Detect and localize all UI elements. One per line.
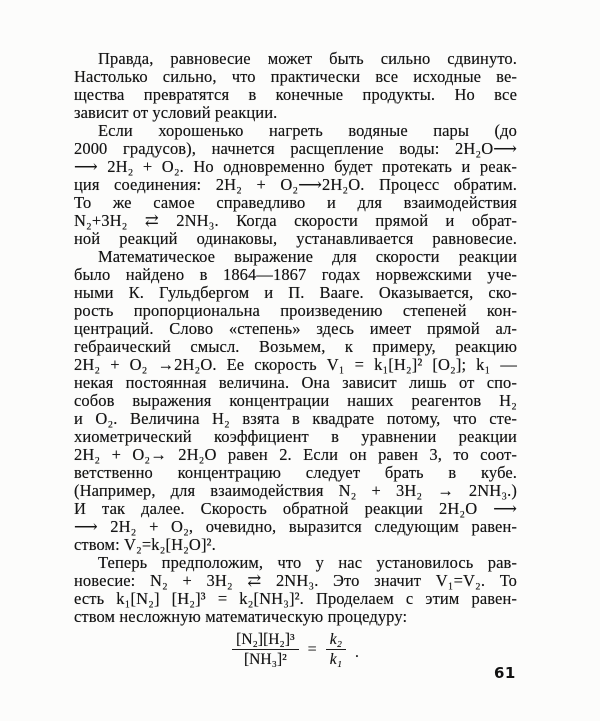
lhs-fraction: [232, 631, 299, 668]
text-line: гебраический смысл. Возьмем, к примеру, реакцию: [74, 337, 517, 356]
text-line: Если хорошенько нагреть водяные пары (до: [98, 121, 517, 140]
text-line: есть k₁[N₂] [H₂]³ = k₂[NH₃]². Проделаем с этим равен-: [74, 589, 517, 608]
page-number: 61: [494, 664, 516, 682]
lhs-denominator: [NH₃]²: [244, 651, 287, 668]
text-line: N₂+3H₂ ⇄ 2NH₃. Когда скорости прямой и обрат-: [74, 211, 517, 230]
text-line: 2000 градусов), начнется расщепление воды: 2H₂O⟶: [74, 139, 517, 158]
text-line: ством: V₂=k₂[H₂O]².: [74, 535, 216, 554]
lhs-numerator: [N₂][H₂]³: [232, 631, 299, 650]
text-line: ветственно концентрацию следует брать в кубе.: [74, 463, 517, 482]
rhs-numerator: k₂: [326, 631, 346, 650]
text-line: ными К. Гульдбергом и П. Вааге. Оказывается, ско-: [74, 283, 517, 302]
text-line: Математическое выражение для скорости реакции: [98, 247, 517, 266]
text-line: ция соединения: 2H₂ + O₂⟶2H₂O. Процесс обратим.: [74, 175, 517, 194]
equals-sign: =: [307, 641, 317, 658]
text-line: То же самое справедливо и для взаимодействия: [74, 193, 517, 212]
text-line: Правда, равновесие может быть сильно сдвинуто.: [98, 49, 517, 68]
text-line: некая постоянная величина. Она зависит лишь от спо-: [74, 373, 517, 392]
text-line: собов выражения концентрации наших реагентов H₂: [74, 391, 517, 410]
text-line: Настолько сильно, что практически все исходные ве-: [74, 67, 517, 86]
text-line: (Например, для взаимодействия N₂ + 3H₂ → 2NH₃.): [74, 481, 517, 500]
text-line: И так далее. Скорость обратной реакции 2H₂O ⟶: [74, 499, 517, 518]
text-line: ной реакций одинаковы, устанавливается равновесие.: [74, 229, 517, 248]
text-line: ством несложную математическую процедуру:: [74, 607, 408, 626]
text-line: 2H₂ + O₂→ 2H₂O равен 2. Если он равен 3, то соот-: [74, 445, 517, 464]
text-line: зависит от условий реакции.: [74, 103, 278, 122]
text-line: ⟶ 2H₂ + O₂. Но одновременно будет протекать и реак-: [74, 157, 517, 176]
text-line: было найдено в 1864—1867 годах норвежскими уче-: [74, 265, 517, 284]
text-line: хиометрический коэффициент в уравнении реакции: [74, 427, 517, 446]
equation-block: [74, 631, 517, 668]
rhs-fraction: [326, 631, 346, 668]
formula-period: .: [354, 644, 359, 661]
text-line: центраций. Слово «степень» здесь имеет прямой ал-: [74, 319, 517, 338]
text-line: новесие: N₂ + 3H₂ ⇄ 2NH₃. Это значит V₁=V₂. То: [74, 571, 517, 590]
text-line: рость пропорциональна произведению степеней кон-: [74, 301, 517, 320]
rhs-denominator: k₁: [329, 651, 342, 668]
text-block: [74, 50, 517, 626]
text-line: 2H₂ + O₂ →2H₂O. Ее скорость V₁ = k₁[H₂]² [O₂]; k₁ —: [74, 355, 517, 374]
text-line: Теперь предположим, что у нас установилось рав-: [98, 553, 517, 572]
text-line: ⟶ 2H₂ + O₂, очевидно, выразится следующим равен-: [74, 517, 517, 536]
text-line: и O₂. Величина H₂ взята в квадрате потому, что сте-: [74, 409, 517, 428]
text-line: щества превратятся в конечные продукты. Но все: [74, 85, 517, 104]
